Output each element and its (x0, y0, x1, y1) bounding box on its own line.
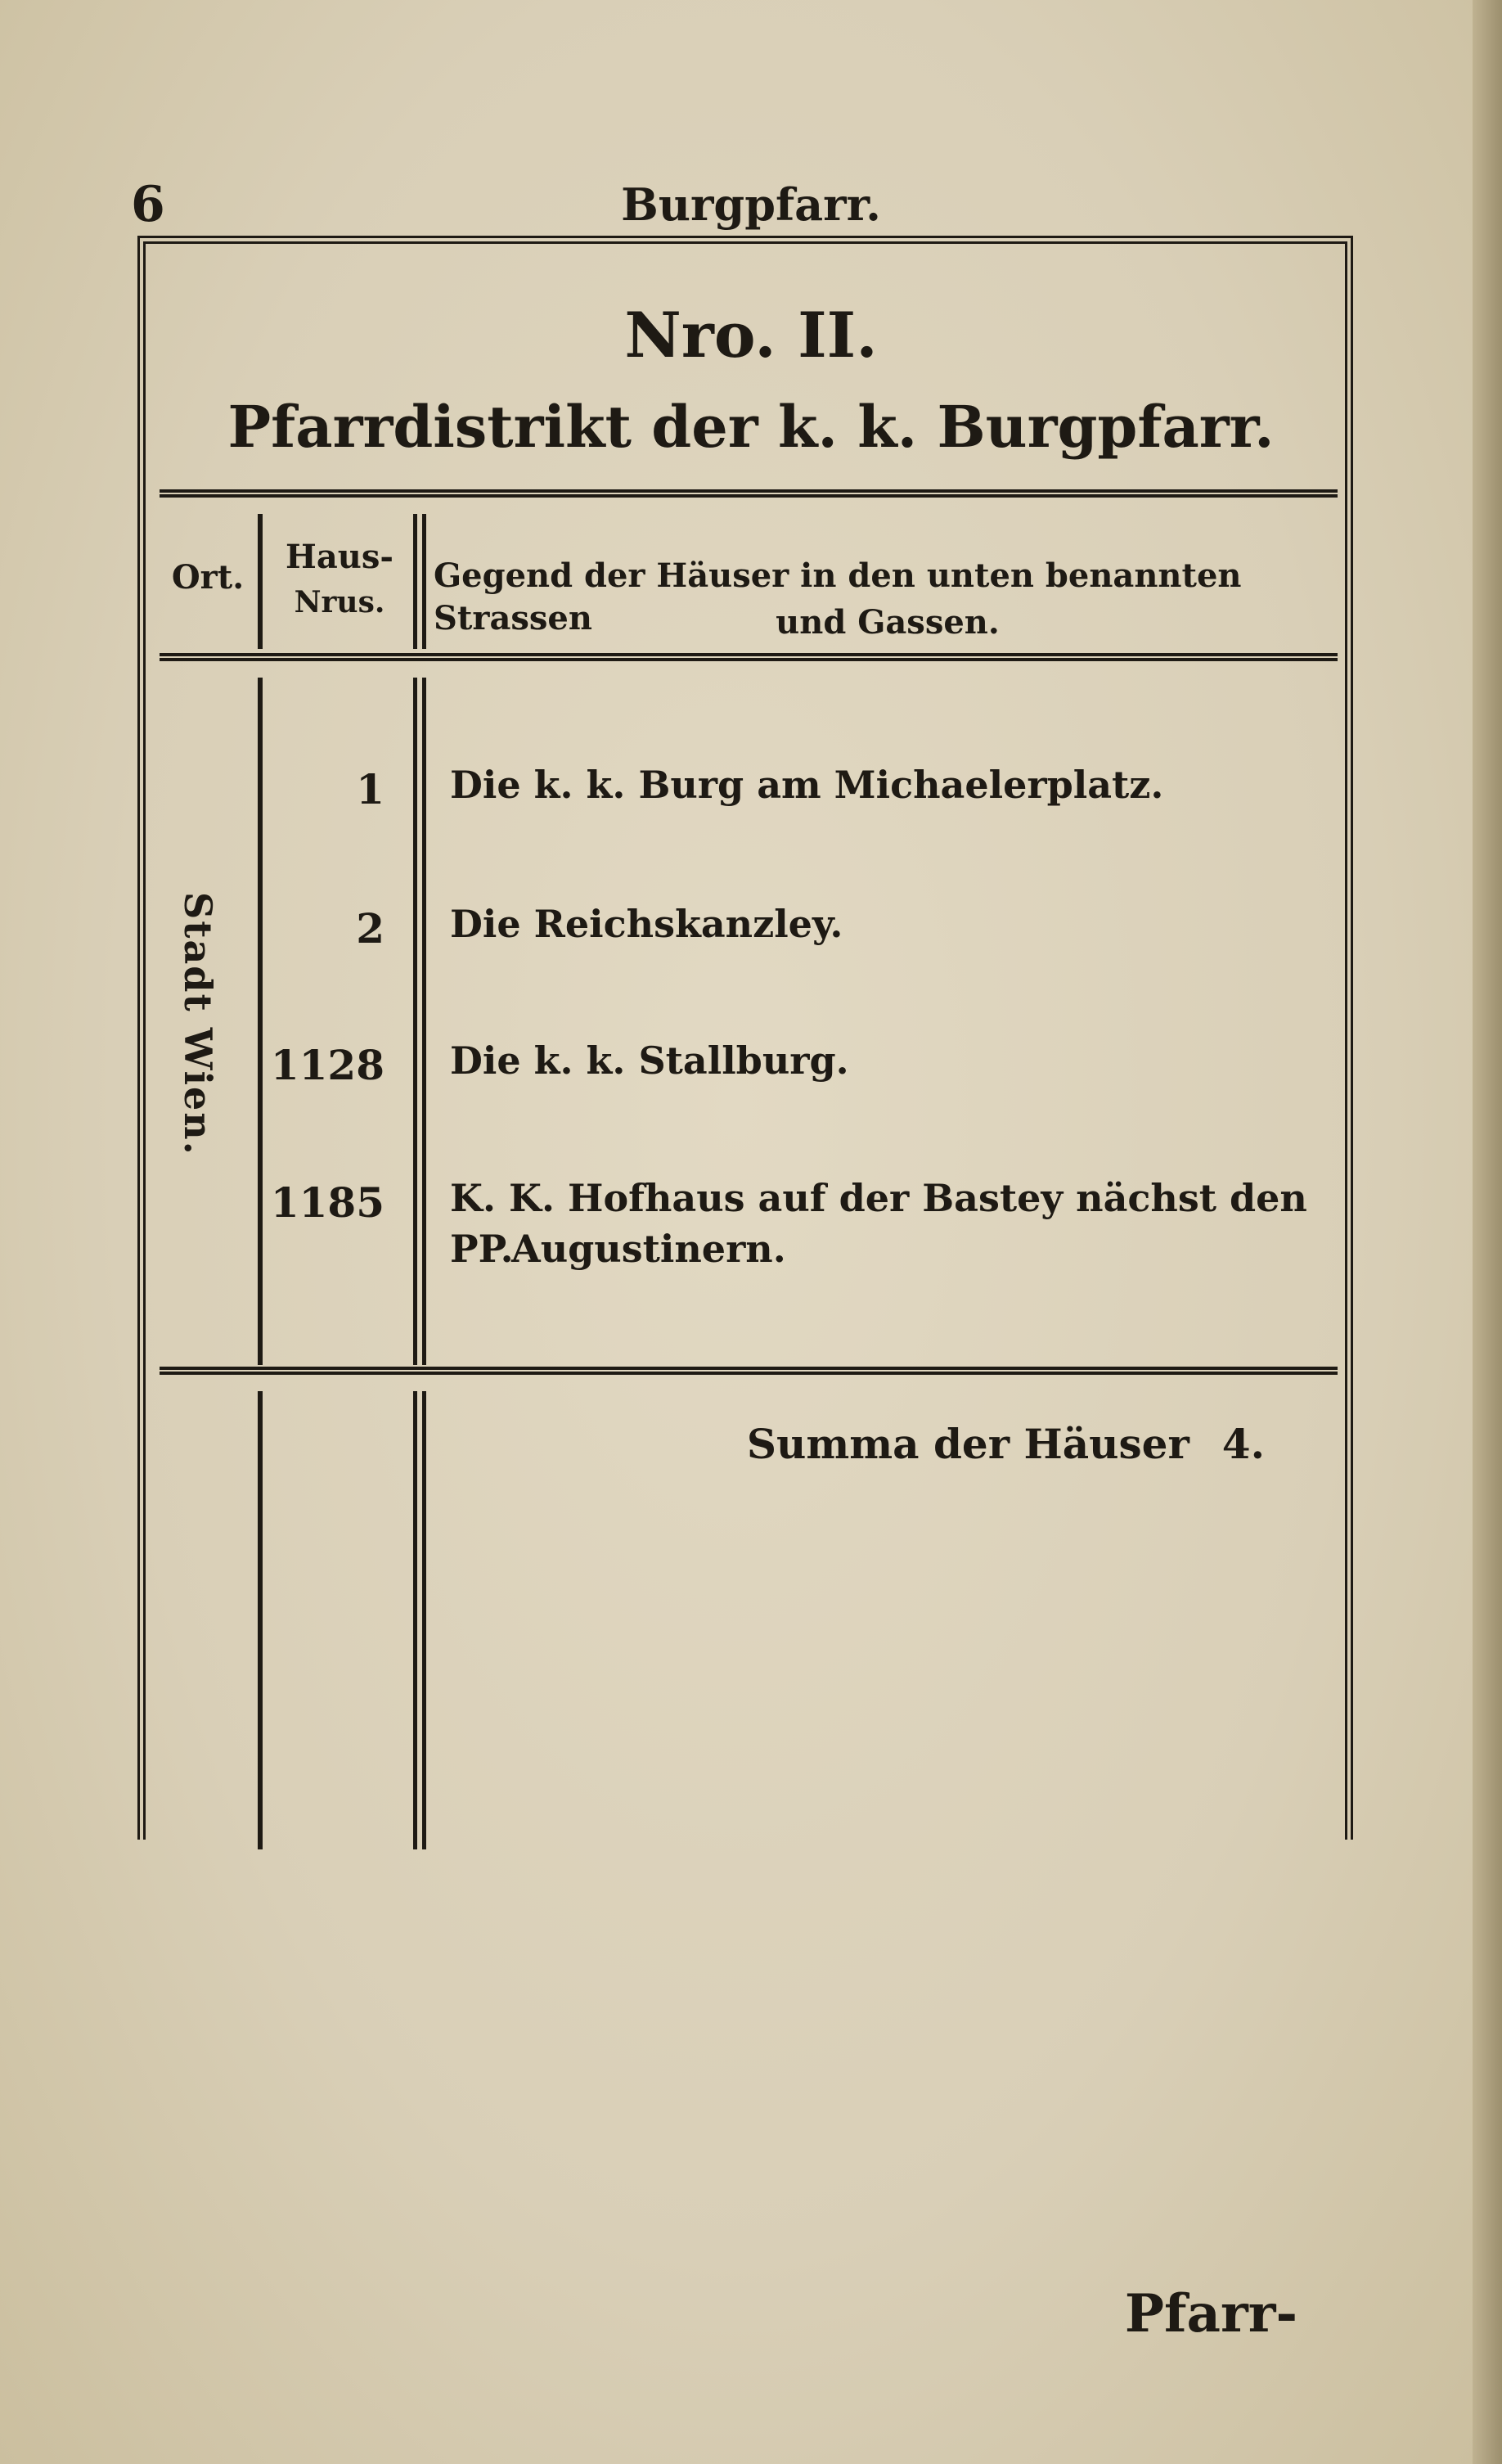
header-gegend-1: Gegend der Häuser in den unten benannten Strassen (434, 556, 1242, 637)
header-gegend-2: und Gassen. (776, 603, 1000, 642)
header-ort: Ort. (171, 558, 245, 597)
header-haus-2: Nrus. (294, 585, 385, 619)
summa-line (747, 1420, 1265, 1468)
lower-divider-1 (258, 1391, 263, 1849)
rule-above-summa (160, 1367, 1338, 1375)
title-number: Nro. II. (624, 299, 878, 372)
header-haus-1: Haus- (286, 538, 393, 576)
page-number: 6 (131, 176, 165, 233)
summa-value: 4. (1221, 1420, 1265, 1468)
row-1-desc: Die k. k. Burg am Michaelerplatz. (450, 763, 1164, 807)
body-divider-2 (413, 678, 426, 1365)
row-2-desc: Die Reichskanzley. (450, 902, 843, 946)
ort-value: Stadt Wien. (176, 892, 220, 1156)
title-parish: Pfarrdistrikt der k. k. Burgpfarr. (227, 393, 1275, 461)
lower-divider-2 (413, 1391, 426, 1849)
row-4-nr: 1185 (270, 1178, 384, 1227)
rule-under-title (160, 489, 1338, 498)
body-divider-1 (258, 678, 263, 1365)
row-3-desc: Die k. k. Stallburg. (450, 1038, 849, 1083)
summa-label: Summa der Häuser (746, 1420, 1189, 1468)
row-2-nr: 2 (356, 904, 384, 953)
row-4-desc-cont: Augustinern. (511, 1227, 786, 1271)
row-3-nr: 1128 (270, 1041, 384, 1089)
header-divider-1 (258, 514, 263, 649)
running-head: Burgpfarr. (621, 178, 881, 231)
catchword: Pfarr- (1124, 2283, 1297, 2345)
rule-under-header (160, 653, 1338, 661)
row-4-desc: K. K. Hofhaus auf der Bastey nächst den PP. (450, 1176, 1307, 1271)
row-1-nr: 1 (356, 765, 384, 813)
header-divider-2 (413, 514, 426, 649)
